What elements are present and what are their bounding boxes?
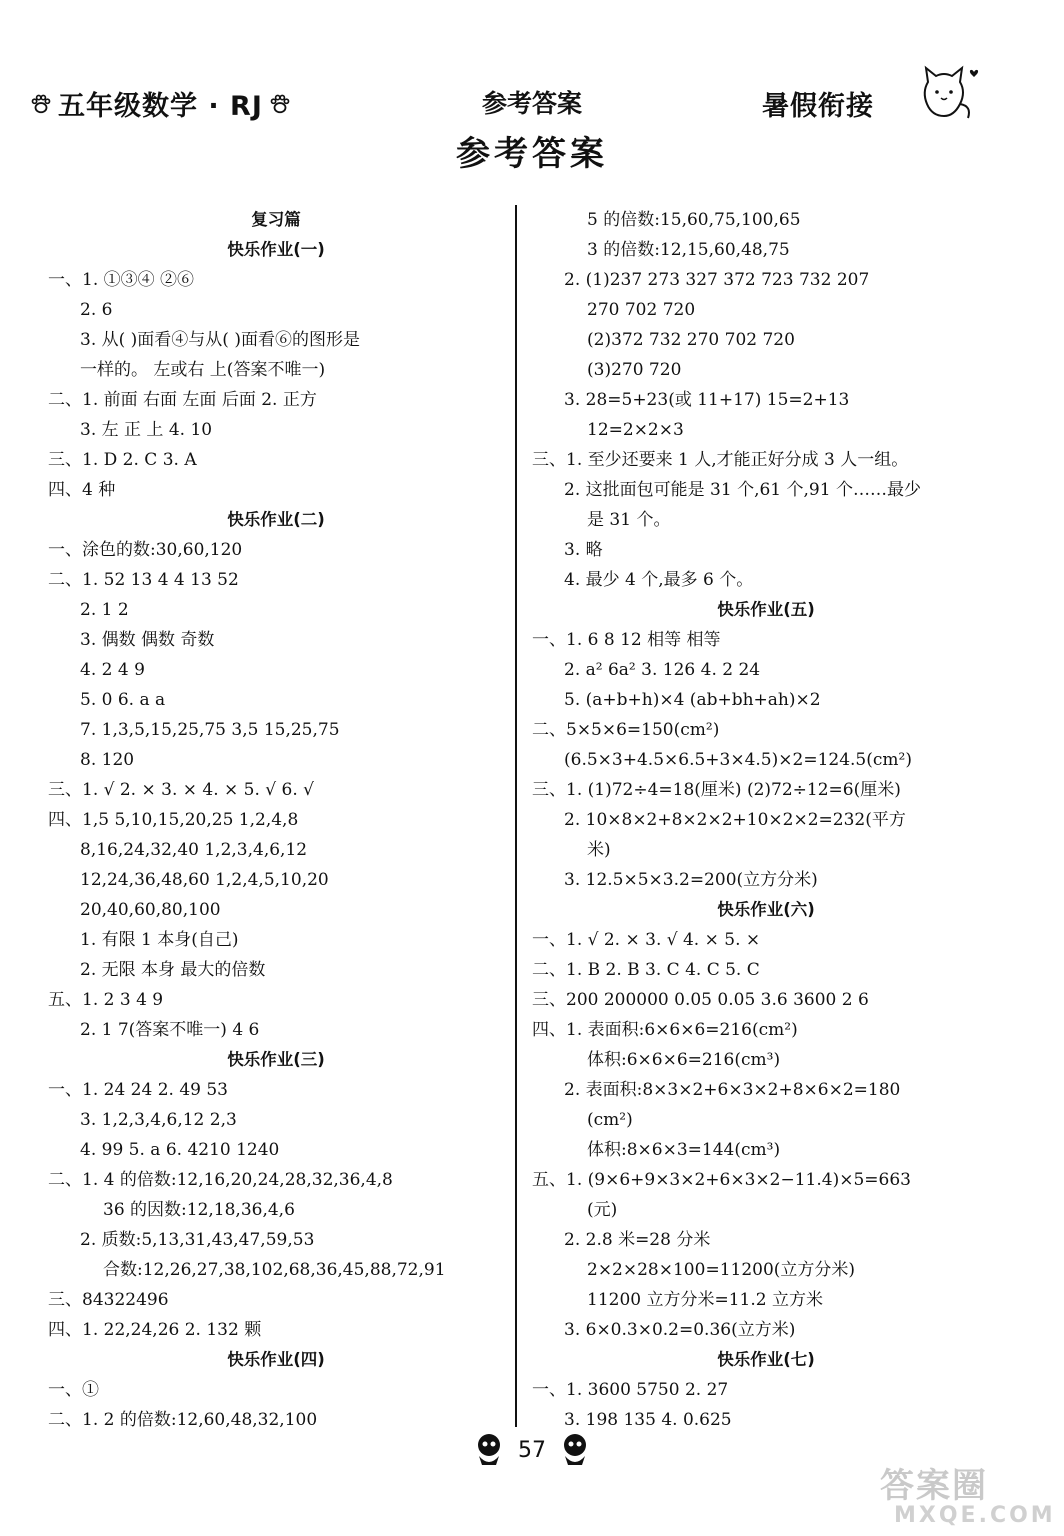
cat-mascot-icon (914, 60, 984, 126)
answer-line: 3. 1,2,3,4,6,12 2,3 (80, 1110, 237, 1130)
watermark-url: MXQE.COM (894, 1503, 1056, 1528)
answer-line: (6.5×3+4.5×6.5+3×4.5)×2=124.5(cm²) (564, 750, 912, 770)
answer-line: 20,40,60,80,100 (80, 900, 221, 920)
answer-line: 3. 28=5+23(或 11+17) 15=2+13 (564, 390, 850, 410)
answer-line: 3. 偶数 偶数 奇数 (80, 630, 215, 650)
answer-line: 2. 无限 本身 最大的倍数 (80, 960, 266, 980)
answer-line: 2. a² 6a² 3. 126 4. 2 24 (564, 660, 761, 680)
answer-line: 2. 10×8×2+8×2×2+10×2×2=232(平方 (564, 810, 906, 830)
column-divider (515, 205, 517, 1427)
answer-line: 2. 6 (80, 300, 113, 320)
answer-line: 4. 最少 4 个,最多 6 个。 (564, 570, 754, 590)
answer-line: 3. 从( )面看④与从( )面看⑥的图形是 (80, 330, 360, 350)
answer-line: 36 的因数:12,18,36,4,6 (103, 1200, 295, 1220)
answer-line: (元) (587, 1200, 618, 1220)
answer-line: 二、1. 52 13 4 4 13 52 (48, 570, 239, 590)
answer-line: (cm²) (587, 1110, 633, 1130)
answer-line: 3. 12.5×5×3.2=200(立方分米) (564, 870, 818, 890)
answer-line: (3)270 720 (587, 360, 682, 380)
grade-subject-title: 五年级数学 · RJ (58, 91, 263, 122)
section-heading: 复习篇 (251, 210, 301, 229)
answer-line: 四、4 种 (48, 480, 116, 500)
answer-line: 一、1. 6 8 12 相等 相等 (532, 630, 721, 650)
answer-line: 4. 2 4 9 (80, 660, 145, 680)
answer-line: 五、1. 2 3 4 9 (48, 990, 164, 1010)
mascot-icon (558, 1432, 592, 1468)
answer-line: 2. 这批面包可能是 31 个,61 个,91 个……最少 (564, 480, 921, 500)
answer-line: 米) (587, 840, 611, 860)
answer-line: 三、1. √ 2. × 3. × 4. × 5. √ 6. √ (48, 780, 314, 800)
section-heading: 快乐作业(四) (227, 1350, 325, 1369)
answer-line: 2. 1 7(答案不唯一) 4 6 (80, 1020, 260, 1040)
answer-line: 三、200 200000 0.05 0.05 3.6 3600 2 6 (532, 990, 869, 1010)
answer-line: 二、1. 前面 右面 左面 后面 2. 正方 (48, 390, 317, 410)
answer-line: 2. (1)237 273 327 372 723 732 207 (564, 270, 870, 290)
watermark-logo-text: 答案圈 (880, 1466, 988, 1506)
answer-line: 二、1. B 2. B 3. C 4. C 5. C (532, 960, 760, 980)
section-heading: 快乐作业(一) (227, 240, 325, 259)
section-heading: 快乐作业(六) (717, 900, 815, 919)
answer-line: 4. 99 5. a 6. 4210 1240 (80, 1140, 280, 1160)
page-header (0, 0, 1064, 200)
answer-line: 三、1. (1)72÷4=18(厘米) (2)72÷12=6(厘米) (532, 780, 901, 800)
answer-line: 7. 1,3,5,15,25,75 3,5 15,25,75 (80, 720, 340, 740)
answer-line: 四、1,5 5,10,15,20,25 1,2,4,8 (48, 810, 299, 830)
answer-line: 2. 质数:5,13,31,43,47,59,53 (80, 1230, 315, 1250)
answer-line: 3. 6×0.3×0.2=0.36(立方米) (564, 1320, 796, 1340)
answer-line: 体积:6×6×6=216(cm³) (587, 1050, 781, 1070)
answer-line: 2. 1 2 (80, 600, 129, 620)
header-right-title: 暑假衔接 (762, 91, 874, 122)
answer-line: 一样的。 左或右 上(答案不唯一) (80, 360, 326, 380)
answer-line: 是 31 个。 (587, 510, 671, 530)
answer-line: 一、1. 24 24 2. 49 53 (48, 1080, 228, 1100)
answer-line: 一、涂色的数:30,60,120 (48, 540, 243, 560)
right-answer-column (532, 205, 1000, 1435)
answer-line: 合数:12,26,27,38,102,68,36,45,88,72,91 (103, 1260, 446, 1280)
section-heading: 快乐作业(二) (227, 510, 325, 529)
answer-line: 5 的倍数:15,60,75,100,65 (587, 210, 801, 230)
answer-line: 一、① (48, 1380, 99, 1400)
left-answer-column (48, 205, 504, 1435)
answer-line: 四、1. 22,24,26 2. 132 颗 (48, 1320, 262, 1340)
section-heading: 快乐作业(七) (717, 1350, 815, 1369)
answer-line: 3 的倍数:12,15,60,48,75 (587, 240, 790, 260)
answer-line: 三、1. 至少还要来 1 人,才能正好分成 3 人一组。 (532, 450, 909, 470)
answer-line: 11200 立方分米=11.2 立方米 (587, 1290, 823, 1310)
answer-line: 二、1. 2 的倍数:12,60,48,32,100 (48, 1410, 318, 1430)
answer-line: 一、1. 3600 5750 2. 27 (532, 1380, 729, 1400)
answer-line: 一、1. ①③④ ②⑥ (48, 270, 195, 290)
answer-line: 8. 120 (80, 750, 135, 770)
page-footer (0, 1430, 1064, 1470)
answer-line: 8,16,24,32,40 1,2,3,4,6,12 (80, 840, 308, 860)
watermark (880, 1466, 1056, 1530)
answer-line: 270 702 720 (587, 300, 696, 320)
section-heading: 快乐作业(五) (717, 600, 815, 619)
answer-line: 2×2×28×100=11200(立方分米) (587, 1260, 856, 1280)
answer-line: 5. 0 6. a a (80, 690, 166, 710)
answer-line: 1. 有限 1 本身(自己) (80, 930, 239, 950)
answer-line: 一、1. √ 2. × 3. √ 4. × 5. × (532, 930, 761, 950)
mascot-icon (472, 1432, 506, 1468)
answer-line: 二、1. 4 的倍数:12,16,20,24,28,32,36,4,8 (48, 1170, 393, 1190)
section-heading: 快乐作业(三) (227, 1050, 325, 1069)
answer-line: 三、1. D 2. C 3. A (48, 450, 197, 470)
page-number: 57 (518, 1437, 546, 1463)
answer-line: 五、1. (9×6+9×3×2+6×3×2−11.4)×5=663 (532, 1170, 911, 1190)
answer-line: (2)372 732 270 702 720 (587, 330, 795, 350)
answer-line: 三、84322496 (48, 1290, 169, 1310)
answer-line: 3. 198 135 4. 0.625 (564, 1410, 732, 1430)
answer-line: 3. 左 正 上 4. 10 (80, 420, 213, 440)
answer-line: 12,24,36,48,60 1,2,4,5,10,20 (80, 870, 329, 890)
answer-line: 2. 2.8 米=28 分米 (564, 1230, 711, 1250)
answer-line: 12=2×2×3 (587, 420, 684, 440)
answer-line: 四、1. 表面积:6×6×6=216(cm²) (532, 1020, 798, 1040)
header-center-title: 参考答案 (481, 89, 582, 118)
answer-line: 3. 略 (564, 540, 603, 560)
main-title: 参考答案 (456, 134, 608, 174)
answer-line: 体积:8×6×3=144(cm³) (587, 1140, 781, 1160)
answer-line: 二、5×5×6=150(cm²) (532, 720, 720, 740)
answer-line: 5. (a+b+h)×4 (ab+bh+ah)×2 (564, 690, 821, 710)
answer-line: 2. 表面积:8×3×2+6×3×2+8×6×2=180 (564, 1080, 901, 1100)
